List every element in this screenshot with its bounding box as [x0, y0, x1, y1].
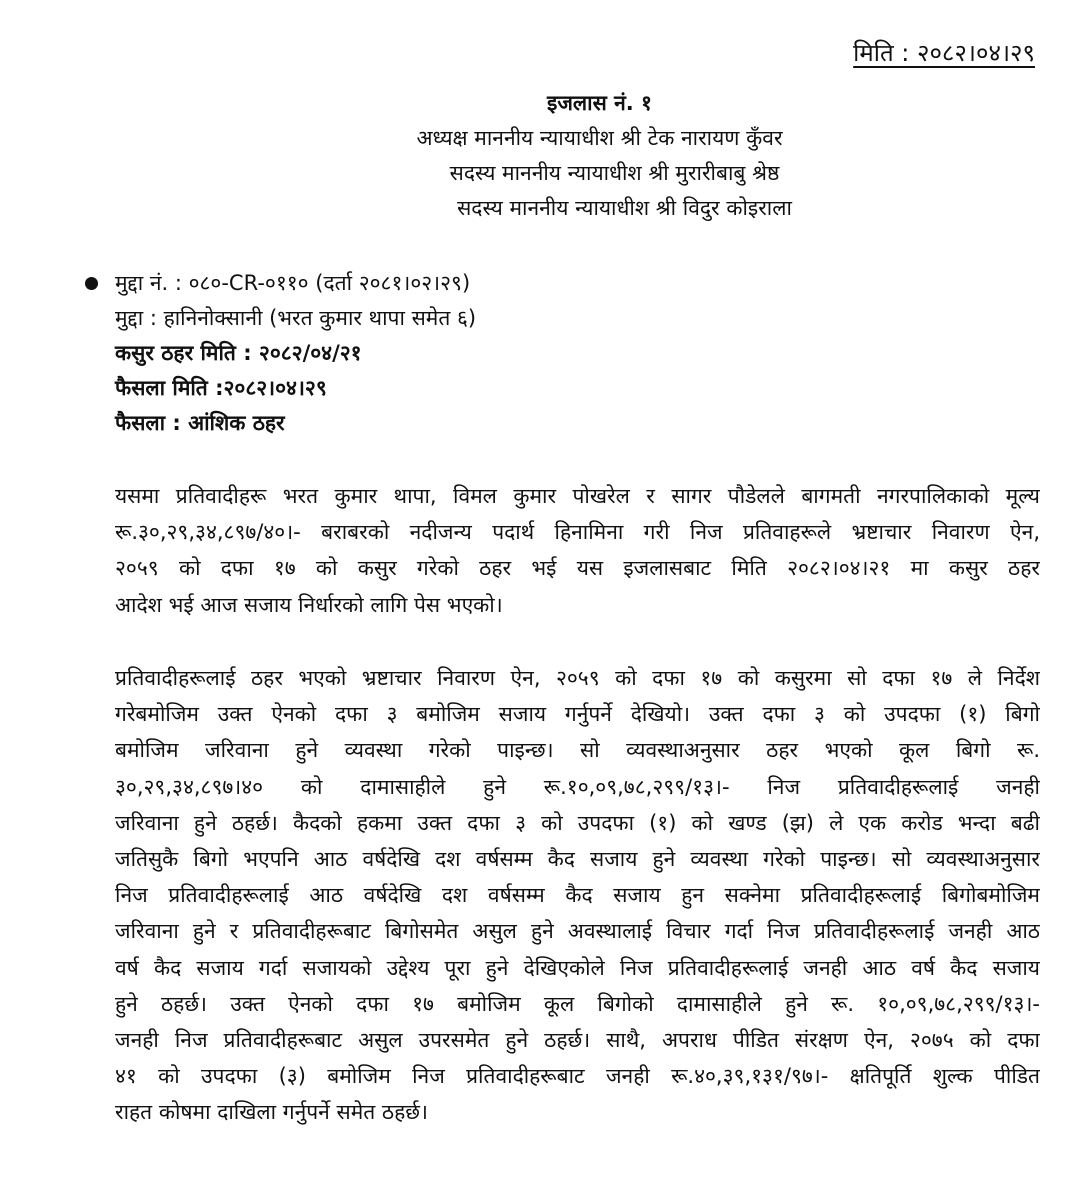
- bench-member-justice-2: सदस्य माननीय न्यायाधीश श्री विदुर कोइराला: [457, 196, 792, 220]
- case-name-row: [85, 301, 785, 336]
- paragraph-line: हुने ठहर्छ। उक्त ऐनको दफा १७ बमोजिम कूल बिगोको दामासाहीले हुने रू. १०,०९,७८,२९९/१३।-: [115, 991, 1040, 1016]
- paragraph-background: [115, 478, 1040, 623]
- paragraph-line: बमोजिम जरिवाना हुने व्यवस्था गरेको पाइन्छ। सो व्यवस्थाअनुसार ठहर भएको कूल बिगो रू.: [115, 738, 1040, 763]
- bullet-icon: [85, 277, 98, 290]
- paragraph-line: जनही निज प्रतिवादीहरूबाट असुल उपरसमेत हुने ठहर्छ। साथै, अपराध पीडित संरक्षण ऐन, २०७५ को दफा: [115, 1028, 1040, 1053]
- paragraph-line: २०५९ को दफा १७ को कसुर गरेको ठहर भई यस इजलासबाट मिति २०८२।०४।२१ मा कसुर ठहर: [115, 556, 1040, 581]
- document-date: मिति : २०८२।०४।२९: [853, 39, 1035, 67]
- paragraph-line: गरेबमोजिम उक्त ऐनको दफा ३ बमोजिम सजाय गर्नुपर्ने देखियो। उक्त दफा ३ को उपदफा (१) बिगो: [115, 702, 1040, 727]
- paragraph-line: ४१ को उपदफा (३) बमोजिम निज प्रतिवादीहरूबाट जनही रू.४०,३९,१३१/९७।- क्षतिपूर्ति शुल्क पीडित: [115, 1064, 1040, 1089]
- paragraph-line: जतिसुकै बिगो भएपनि आठ वर्षदेखि दश वर्षसम्म कैद सजाय हुने व्यवस्था गरेको पाइन्छ। सो व्यवस्थाअनुसार: [115, 847, 1040, 872]
- paragraph-line: रू.३०,२९,३४,८९७/४०।- बराबरको नदीजन्य पदार्थ हिनामिना गरी निज प्रतिवाहरूले भ्रष्टाचार निवारण ऐन,: [115, 520, 1040, 545]
- bench-title: इजलास नं. १: [547, 91, 652, 115]
- case-name: मुद्दा : हानिनोक्सानी (भरत कुमार थापा समेत ६): [115, 306, 477, 330]
- verdict-date-row: [85, 371, 785, 406]
- bench-member-justice-1: सदस्य माननीय न्यायाधीश श्री मुरारीबाबु श्रेष्ठ: [449, 161, 780, 185]
- verdict-date: फैसला मिति :२०८२।०४।२९: [115, 376, 327, 400]
- paragraph-sentencing: [115, 660, 1040, 1131]
- bench-block: [0, 86, 1079, 226]
- paragraph-line: प्रतिवादीहरूलाई ठहर भएको भ्रष्टाचार निवारण ऐन, २०५९ को दफा १७ को कसुरमा सो दफा १७ ले निर्देश: [115, 666, 1040, 690]
- case-number-row: [85, 266, 785, 301]
- paragraph-line: ३०,२९,३४,८९७।४० को दामासाहीले हुने रू.१०,०९,७८,२९९/१३।- निज प्रतिवादीहरूलाई जनही: [115, 774, 1040, 799]
- paragraph-line: आदेश भई आज सजाय निर्धारको लागि पेस भएको।: [115, 592, 503, 617]
- paragraph-line: यसमा प्रतिवादीहरू भरत कुमार थापा, विमल कुमार पोखरेल र सागर पौडेलले बागमती नगरपालिकाको मूल्य: [115, 484, 1040, 508]
- case-info-block: [85, 266, 785, 441]
- case-number: मुद्दा नं. : ०८०-CR-०११० (दर्ता २०८१।०२।२९): [115, 271, 471, 295]
- paragraph-line: जरिवाना हुने ठहर्छ। कैदको हकमा उक्त दफा ३ को उपदफा (१) को खण्ड (झ) ले एक करोड भन्दा बढी: [115, 810, 1040, 835]
- paragraph-line: निज प्रतिवादीहरूलाई आठ वर्षदेखि दश वर्षसम्म कैद सजाय हुन सक्नेमा प्रतिवादीहरूलाई बिगोबमोजिम: [115, 883, 1040, 908]
- paragraph-line: जरिवाना हुने र प्रतिवादीहरूबाट बिगोसमेत असुल हुने अवस्थालाई विचार गर्दा निज प्रतिवादीहरूलाई जनही आठ: [115, 919, 1040, 944]
- guilt-date: कसुर ठहर मिति : २०८२/०४/२१: [115, 341, 362, 365]
- paragraph-line: वर्ष कैद सजाय गर्दा सजायको उद्देश्य पूरा हुने देखिएकोले निज प्रतिवादीहरूलाई जनही आठ वर्ष कैद सजाय: [115, 955, 1040, 980]
- verdict: फैसला : आंशिक ठहर: [115, 411, 285, 435]
- guilt-date-row: [85, 336, 785, 371]
- paragraph-line: राहत कोषमा दाखिला गर्नुपर्ने समेत ठहर्छ।: [115, 1100, 428, 1125]
- verdict-row: [85, 406, 785, 441]
- bench-chair-justice: अध्यक्ष माननीय न्यायाधीश श्री टेक नारायण कुँवर: [416, 126, 783, 150]
